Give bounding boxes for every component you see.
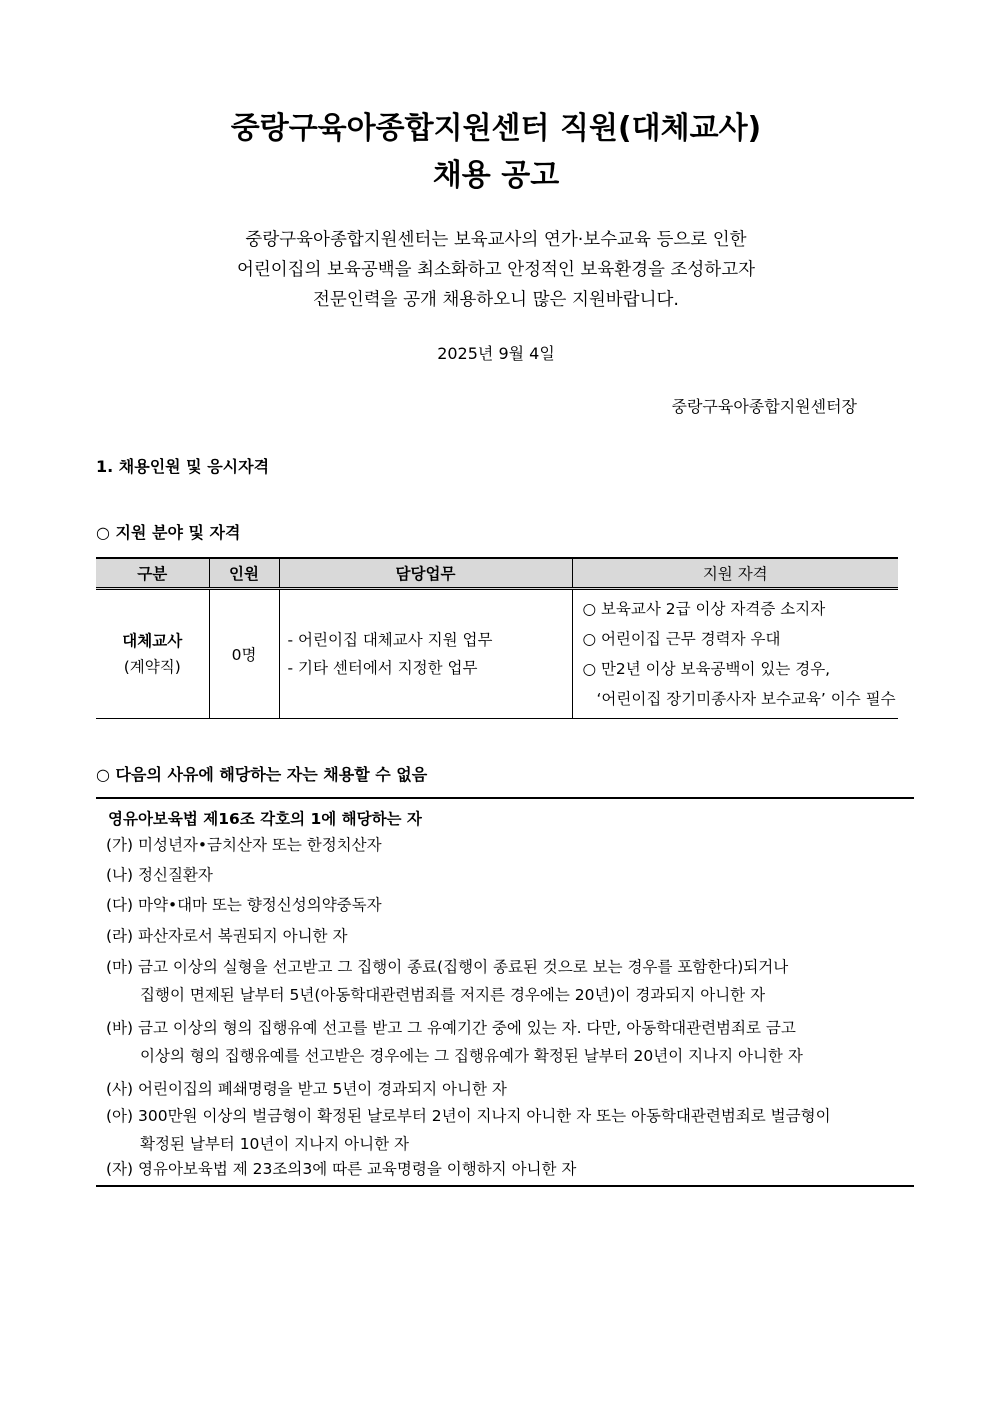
list-item	[106, 860, 213, 890]
item-text: (사) 어린이집의 폐쇄명령을 받고 5년이 경과되지 아니한 자	[106, 1080, 507, 1098]
qualification-item: ○ 보육교사 2급 이상 자격증 소지자	[582, 600, 826, 618]
section-heading: 1. 채용인원 및 응시자격	[96, 457, 270, 476]
cell-type	[96, 589, 209, 719]
header-qualifications: 지원 자격	[572, 558, 898, 589]
duty-item: - 기타 센터에서 지정한 업무	[287, 659, 478, 677]
notice-title: 중랑구육아종합지원센터 직원(대체교사)	[230, 111, 762, 146]
item-text: (아) 300만원 이상의 벌금형이 확정된 날로부터 2년이 지나지 아니한 자 또는 아동학대관련범죄로 벌금형이	[106, 1107, 831, 1125]
list-item	[106, 1101, 831, 1157]
table-header-row	[96, 558, 898, 589]
type-main: 대체교사	[122, 632, 183, 650]
qualification-item: ○ 만2년 이상 보육공백이 있는 경우,	[582, 660, 831, 678]
qualification-item: ‘어린이집 장기미종사자 보수교육’ 이수 필수	[596, 690, 896, 708]
sub-heading: ○ 지원 분야 및 자격	[96, 523, 241, 542]
type-sub: (계약직)	[123, 658, 181, 676]
list-item	[106, 952, 788, 1008]
intro-line-3: 전문인력을 공개 채용하오니 많은 지원바랍니다.	[313, 290, 679, 310]
cell-count: 0명	[209, 589, 279, 719]
item-text: (자) 영유아보육법 제 23조의3에 따른 교육명령을 이행하지 아니한 자	[106, 1160, 577, 1178]
list-item	[106, 1013, 803, 1069]
item-text: (다) 마약•대마 또는 향정신성의약중독자	[106, 896, 382, 914]
notice-date: 2025년 9월 4일	[437, 344, 555, 363]
notice-subtitle: 채용 공고	[432, 158, 560, 193]
qualification-item: ○ 어린이집 근무 경력자 우대	[582, 630, 781, 648]
intro-line-2: 어린이집의 보육공백을 최소화하고 안정적인 보육환경을 조성하고자	[236, 260, 756, 280]
table-row	[96, 589, 898, 719]
item-continuation: 집행이 면제된 날부터 5년(아동학대관련범죄를 저지른 경우에는 20년)이 경과되지 아니한 자	[140, 986, 766, 1004]
item-text: (라) 파산자로서 복권되지 아니한 자	[106, 927, 348, 945]
disqualification-box	[96, 797, 914, 1187]
disqualification-heading: ○ 다음의 사유에 해당하는 자는 채용할 수 없음	[96, 765, 428, 784]
item-continuation: 확정된 날부터 10년이 지나지 아니한 자	[140, 1135, 409, 1153]
duty-item: - 어린이집 대체교사 지원 업무	[287, 631, 493, 649]
cell-qualifications	[572, 589, 898, 719]
list-item	[106, 1154, 576, 1184]
item-continuation: 이상의 형의 집행유예를 선고받은 경우에는 그 집행유예가 확정된 날부터 20년이 지나지 아니한 자	[140, 1047, 803, 1065]
disqualification-box-title: 영유아보육법 제16조 각호의 1에 해당하는 자	[108, 810, 422, 828]
item-text: (가) 미성년자•금치산자 또는 한정치산자	[106, 836, 382, 854]
item-text: (바) 금고 이상의 형의 집행유예 선고를 받고 그 유예기간 중에 있는 자. 다만, 아동학대관련범죄로 금고	[106, 1019, 796, 1037]
list-item	[106, 921, 347, 951]
list-item	[106, 890, 382, 920]
signer: 중랑구육아종합지원센터장	[671, 397, 857, 416]
cell-duties	[279, 589, 572, 719]
item-text: (마) 금고 이상의 실형을 선고받고 그 집행이 종료(집행이 종료된 것으로 보는 경우를 포함한다)되거나	[106, 958, 789, 976]
header-duties: 담당업무	[279, 558, 572, 589]
intro-line-1: 중랑구육아종합지원센터는 보육교사의 연가·보수교육 등으로 인한	[245, 230, 747, 250]
item-text: (나) 정신질환자	[106, 866, 213, 884]
list-item	[106, 830, 382, 860]
qualification-table	[96, 557, 898, 719]
header-count: 인원	[209, 558, 279, 589]
list-item	[106, 1074, 507, 1104]
header-type: 구분	[96, 558, 209, 589]
